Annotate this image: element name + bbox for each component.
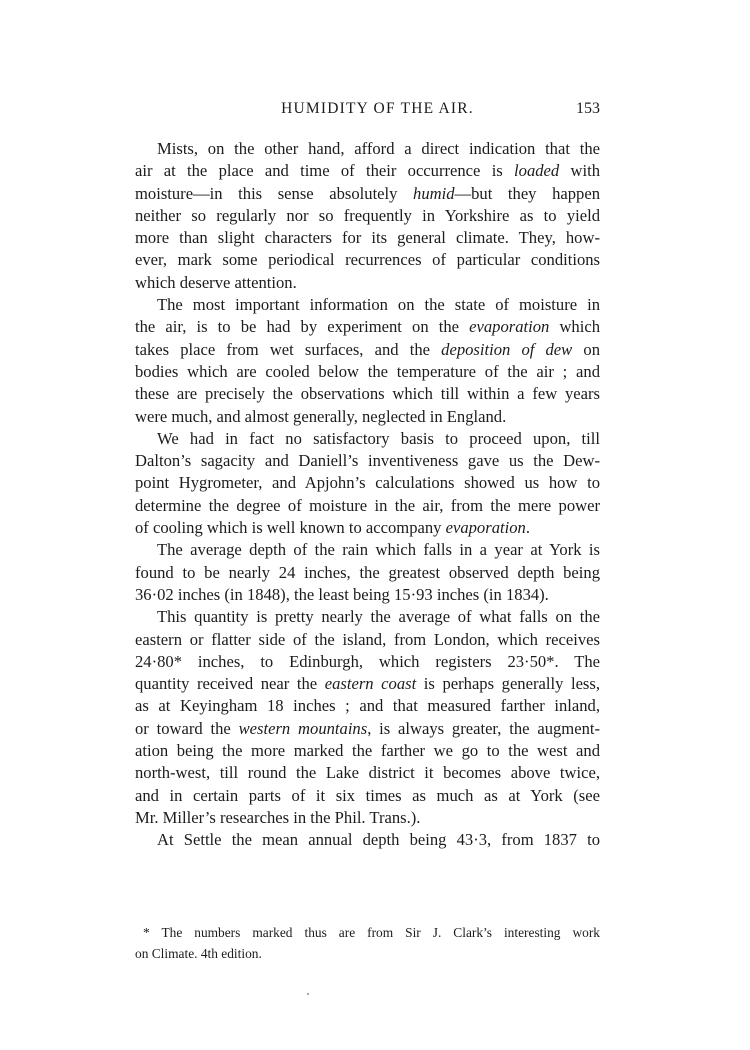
body-line: bodies which are cooled below the temperature of the air ; and: [135, 361, 600, 381]
body-line: takes place from wet surfaces, and the deposition of dew on: [135, 339, 600, 359]
body-text: [135, 138, 600, 852]
body-line: determine the degree of moisture in the air, from the mere power: [135, 495, 600, 515]
body-line: Dalton’s sagacity and Daniell’s inventiveness gave us the Dew-: [135, 451, 600, 471]
body-line: as at Keyingham 18 inches ; and that measured farther inland,: [135, 696, 600, 716]
body-line: 36·02 inches (in 1848), the least being 15·93 inches (in 1834).: [135, 584, 549, 604]
body-line: The average depth of the rain which falls in a year at York is: [157, 540, 600, 560]
running-head: [135, 100, 600, 124]
body-line: At Settle the mean annual depth being 43·3, from 1837 to: [157, 830, 600, 850]
body-line: eastern or flatter side of the island, from London, which receives: [135, 629, 600, 649]
body-line: north-west, till round the Lake district it becomes above twice,: [135, 763, 600, 783]
body-line: which deserve attention.: [135, 272, 297, 292]
body-line: 24·80* inches, to Edinburgh, which registers 23·50*. The: [135, 651, 600, 671]
body-line: found to be nearly 24 inches, the greatest observed depth being: [135, 562, 600, 582]
body-line: of cooling which is well known to accompany evaporation.: [135, 518, 530, 538]
body-line: moisture—in this sense absolutely humid—but they happen: [135, 183, 600, 203]
running-title: HUMIDITY OF THE AIR.: [281, 100, 474, 117]
body-line: air at the place and time of their occurrence is loaded with: [135, 161, 600, 181]
body-line: neither so regularly nor so frequently in Yorkshire as to yield: [135, 205, 600, 225]
body-line: these are precisely the observations which till within a few years: [135, 384, 600, 404]
body-line: ever, mark some periodical recurrences of particular conditions: [135, 250, 600, 270]
body-line: Mists, on the other hand, afford a direct indication that the: [157, 139, 600, 158]
footnote-line: * The numbers marked thus are from Sir J. Clark’s interesting work: [143, 925, 600, 940]
print-speck: [307, 993, 309, 995]
body-line: more than slight characters for its general climate. They, how-: [135, 228, 600, 248]
footnote-line: on Climate. 4th edition.: [135, 946, 262, 961]
page-number: 153: [576, 100, 600, 117]
body-line: Mr. Miller’s researches in the Phil. Trans.).: [135, 807, 421, 827]
body-line: This quantity is pretty nearly the average of what falls on the: [157, 607, 600, 627]
body-line: The most important information on the state of moisture in: [157, 295, 600, 315]
body-line: or toward the western mountains, is always greater, the augment-: [135, 718, 600, 738]
body-line: were much, and almost generally, neglected in England.: [135, 406, 507, 426]
body-line: ation being the more marked the farther we go to the west and: [135, 741, 600, 761]
body-line: quantity received near the eastern coast is perhaps generally less,: [135, 674, 600, 694]
body-line: We had in fact no satisfactory basis to proceed upon, till: [157, 428, 600, 448]
body-line: point Hygrometer, and Apjohn’s calculations showed us how to: [135, 473, 600, 493]
body-line: and in certain parts of it six times as much as at York (see: [135, 785, 600, 805]
body-line: the air, is to be had by experiment on the evaporation which: [135, 317, 600, 337]
footnote: [135, 922, 600, 964]
